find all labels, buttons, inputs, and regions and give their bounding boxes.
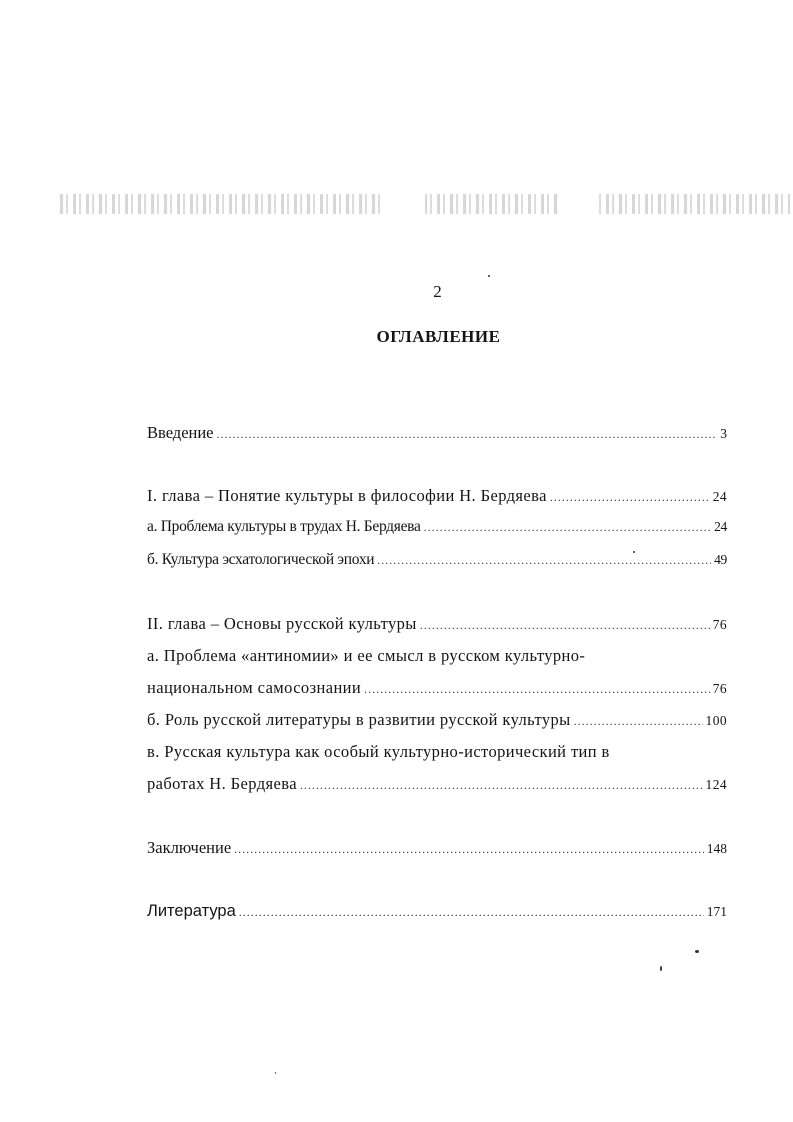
leader-dots — [364, 682, 710, 697]
page-title: ОГЛАВЛЕНИЕ — [376, 327, 501, 346]
leader-dots — [550, 490, 710, 505]
scan-artifact-band — [60, 194, 790, 214]
toc-entry-label: Введение — [147, 423, 214, 442]
toc-entry-literature[interactable] — [147, 902, 727, 921]
toc-entry-chapter-2[interactable] — [147, 614, 727, 634]
toc-entry-chapter-1[interactable] — [147, 486, 727, 506]
toc-entry-conclusion[interactable] — [147, 838, 727, 858]
toc-entry-page: 24 — [714, 519, 727, 534]
leader-dots — [574, 714, 703, 729]
toc-entry-chapter-1-b[interactable] — [147, 551, 727, 569]
scan-artifact-gap — [385, 194, 425, 214]
toc-entry-label: работах Н. Бердяева — [147, 774, 297, 793]
toc-entry-label: национальном самосознании — [147, 678, 362, 697]
scan-speck — [660, 966, 662, 971]
toc-entry-page: 49 — [714, 552, 727, 567]
toc-entry-intro[interactable] — [147, 423, 727, 443]
toc-entry-page: 76 — [712, 617, 727, 632]
toc-entry-label: Литература — [147, 902, 236, 920]
leader-dots — [217, 427, 718, 442]
toc-entry-chapter-2-c[interactable] — [147, 774, 727, 794]
toc-entry-label: Заключение — [147, 838, 232, 857]
leader-dots — [239, 905, 704, 920]
toc-entry-page: 171 — [706, 904, 727, 919]
leader-dots — [377, 553, 711, 568]
toc-entry-label: б. Культура эсхатологической эпохи — [147, 551, 375, 568]
toc-entry-chapter-2-a[interactable] — [147, 678, 727, 698]
toc-entry-chapter-2-b[interactable] — [147, 710, 727, 730]
toc-entry-page: 24 — [712, 489, 727, 504]
toc-entry-page: 100 — [705, 713, 727, 728]
toc-entry-label: II. глава – Основы русской культуры — [147, 614, 417, 633]
leader-dots — [424, 520, 712, 535]
toc-entry-label: б. Роль русской литературы в развитии русской культуры — [147, 710, 571, 729]
scan-speck — [488, 275, 490, 277]
scan-speck — [695, 950, 699, 953]
toc-entry-page: 148 — [706, 841, 727, 856]
leader-dots — [234, 842, 704, 857]
toc-entry-chapter-1-a[interactable] — [147, 518, 727, 536]
toc-entry-page: 3 — [720, 426, 727, 441]
scan-speck — [275, 1072, 276, 1074]
toc-entry-label: а. Проблема культуры в трудах Н. Бердяева — [147, 518, 421, 535]
toc-entry-chapter-2-a-line-1: а. Проблема «антиномии» и ее смысл в русском культурно- — [147, 646, 586, 665]
page-number: 2 — [433, 282, 442, 301]
leader-dots — [420, 618, 710, 633]
toc-entry-page: 124 — [705, 777, 727, 792]
scan-artifact-gap — [560, 194, 598, 214]
leader-dots — [300, 778, 703, 793]
toc-entry-chapter-2-c-line-1: в. Русская культура как особый культурно-исторический тип в — [147, 742, 610, 761]
toc-entry-page: 76 — [712, 681, 727, 696]
toc-entry-label: I. глава – Понятие культуры в философии Н. Бердяева — [147, 486, 547, 505]
